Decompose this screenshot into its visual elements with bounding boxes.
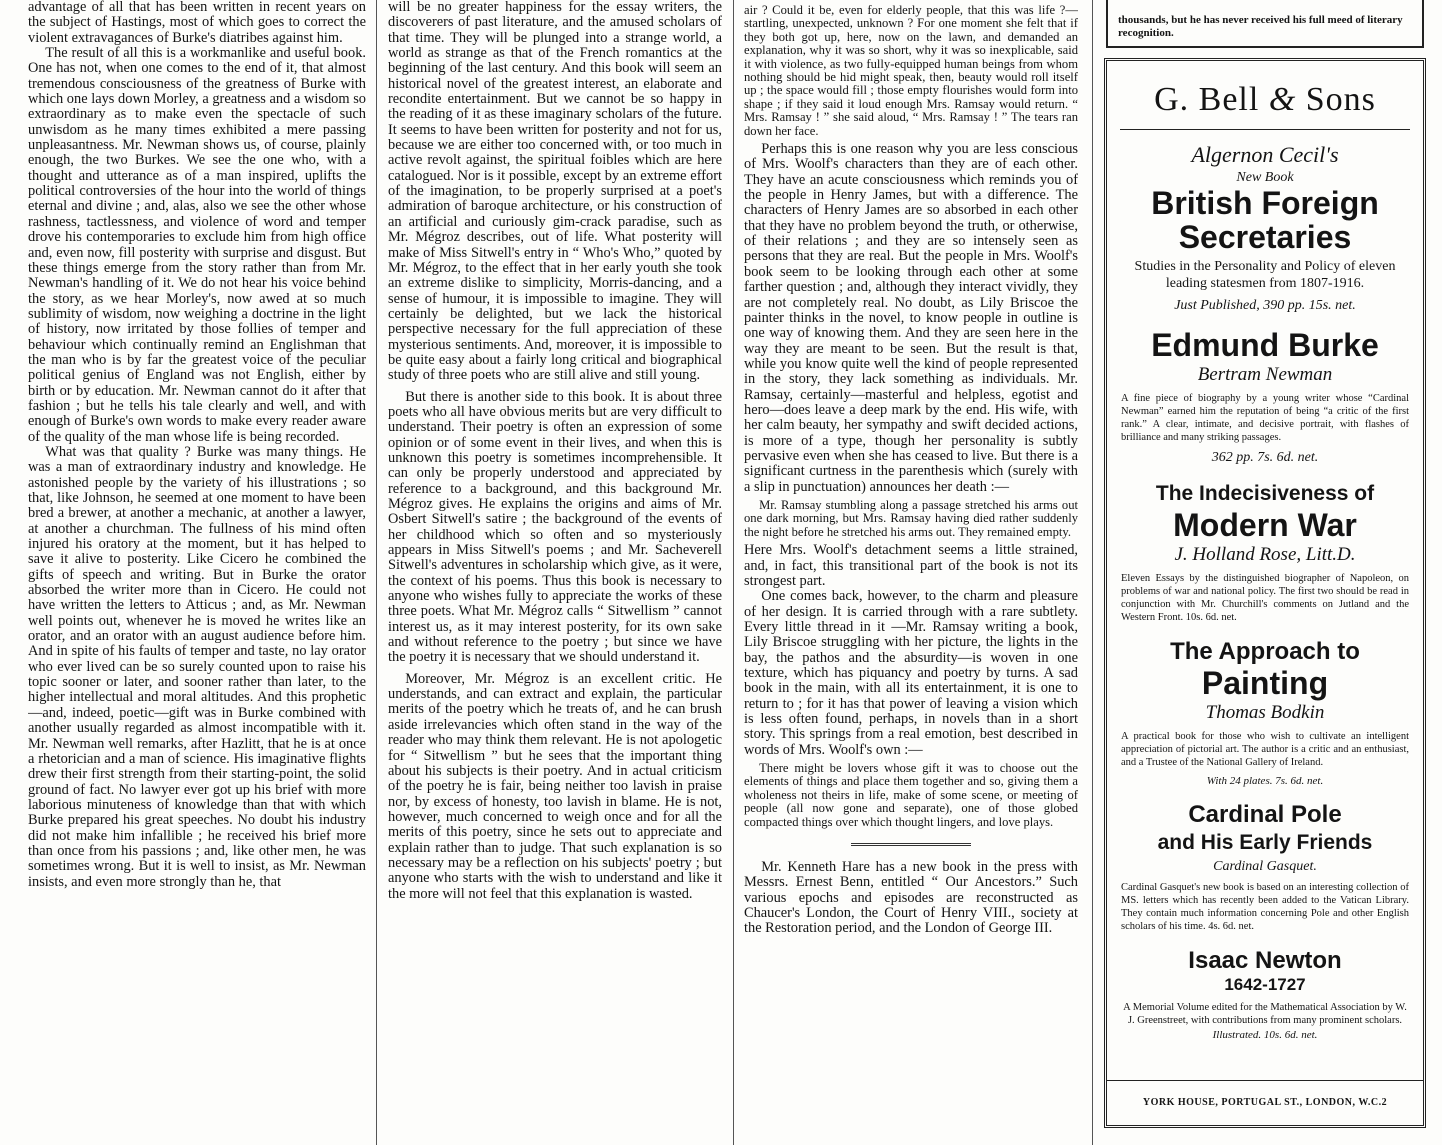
book-title: Secretaries [1178,219,1352,255]
book-author: Thomas Bodkin [1205,702,1325,723]
ad-book-british-foreign-secretaries [1107,142,1423,314]
book-title: British Foreign [1151,185,1379,221]
column-divider [733,0,734,1145]
book-author: Algernon Cecil's [1191,142,1339,167]
book-title: The Approach to [1170,638,1360,665]
book-price: With 24 plates. 7s. 6d. net. [1206,775,1324,787]
publisher-name: G. Bell & Sons [1154,81,1376,118]
book-dates: 1642-1727 [1224,975,1306,994]
article-paragraph: will be no greater happiness for the essay writers, the discoverers of past literature, and the amused scholars of that time. They will be plunged into a strange world, a world as strange as that of the French romantics at the beginning of the last century. And this book will seem an historical novel of the greatest interest, an elaborate and recondite entertainment. But we cannot be so happy in the reading of it as these imaginary scholars of the future. It seems to have been written for posterity and not for us, because we are either too concerned with, or too much in active revolt against, the spiritual foibles which are here catalogued. Nor is it possible, except by an extreme effort of the imagination, to be properly surprised at a poet's admiration of baroque architecture, or his construction of an artificial and curiously gim-crack paradise, such as Mr. Mégroz describes, out of life. What posterity will make of Miss Sitwell's entry in “ Who's Who,” quoted by Mr. Mégroz, to the effect that in her early youth she took an extreme dislike to simplicity, Morris-dancing, and a sense of humour, it is impossible to imagine. They will certainly be delighted, but we lack the historical perspective necessary for the full appreciation of these mysterious sentiments. And, moreover, it is impossible to be quite easy about a fairly long critical and biographical study of three poets who are still alive and still young. [388,0,722,384]
article-paragraph: Moreover, Mr. Mégroz is an excellent critic. He understands, and can extract and explain, the particular merits of the poetry which he treats of, and he can brush aside irrelevancies which often stand in the way of the reader who may think them relevant. He is not apologetic for “ Sitwellism ” but he sees that the important thing about his subjects is their poetry. And in actual criticism of the poetry he is fair, being neither too lavish in praise nor, by excess of honesty, too lavish in blame. He is not, however, much concerned to weigh once and for all the merits of this poetry, since he sets out to appreciate and explain rather than to judge. That such explanation is so necessary may be a reflection on his subjects' poetry ; but anyone who starts with the wish to understand and like it the more will not feel that this explanation is wasted. [388,670,722,902]
article-paragraph: But there is another side to this book. It is about three poets who all have obvious merits but are very difficult to understand. Their poetry is often an expression of some opinion or of some event in their lives, and when this is unknown this poetry is sometimes incomprehensible. It can only be properly understood and appreciated by reference to a background, and this background Mr. Mégroz gives. He explains the origins and aims of Mr. Osbert Sitwell's satire ; the background of the events of her childhood which so often and so mysteriously appears in Miss Sitwell's poems ; and Mr. Sacheverell Sitwell's adventures in scholarship which give, as it were, the context of his poems. Thus this book is necessary to anyone who wishes fully to appreciate the works of these three poets. What Mr. Mégroz calls “ Sitwellism ” cannot interest us, as it may interest posterity, for its own sake and without reference to the poetry ; but since we have the poetry it is necessary that we should understand it. [388,388,722,666]
section-rule [851,843,971,846]
ad-book-edmund-burke [1107,328,1423,466]
article-column-3 [744,0,1078,1145]
book-title: Isaac Newton [1188,947,1342,974]
book-title: Cardinal Pole [1188,801,1342,828]
book-price: Just Published, 390 pp. 15s. net. [1174,298,1356,313]
publisher-address: YORK HOUSE, PORTUGAL ST., LONDON, W.C.2 [1107,1080,1423,1125]
book-title: Painting [1201,665,1329,701]
ad-book-cardinal-pole [1107,801,1423,933]
block-quote: air ? Could it be, even for elderly people, that this was life ?—startling, unexpected, unknown ? For one moment she felt that if they both got up, here, now on the lawn, and demanded an explanation, why it was so short, why it was so inexplicable, said it with violence, as two fully-equipped human beings from whom nothing should be hid might speak, then, beauty would roll itself up ; the space would fill ; those empty flourishes would form into shape ; if they said it loud enough Mrs. Ramsay would return. “ Mrs. Ramsay ! ” she said aloud, “ Mrs. Ramsay ! ” The tears ran down her face. [744,3,1078,138]
article-paragraph: Perhaps this is one reason why you are less conscious of Mrs. Woolf's characters than they are of each other. They have an acute consciousness which reminds you of the people in Henry James, but with a difference. The characters of Henry James are so absorbed in each other that they have no problem beyond the truth, or otherwise, of their relations ; and they are so intensely seen as persons that they are real. But the people in Mrs. Woolf's book seem to be looking through each other at some farther question ; and, although they interact vividly, they are not completely real. No doubt, as Lily Briscoe the painter thinks in the novel, to know people in outline is one way of knowing them. And they are seen here in the way they are meant to be seen. But the result is that, while you know quite well the kind of people represented in the story, they lack something as individuals. Mr. Ramsay, certainly—masterful and helpless, egotist and hero—does leave a deep mark by the end. His wife, with her calm beauty, her sympathy and swift decided actions, is more of a type, though her personality is subtly pervasive even when she has ceased to live. But there is a significant curtness in the parenthesis which (surely with a slip in punctuation) announces her death :— [744,141,1078,495]
ad-book-modern-war [1107,480,1423,624]
book-author: Cardinal Gasquet. [1213,859,1317,874]
column-divider [1092,0,1093,1145]
book-price: Illustrated. 10s. 6d. net. [1212,1029,1318,1041]
ad-book-approach-to-painting [1107,638,1423,787]
article-paragraph: Here Mrs. Woolf's detachment seems a little strained, and, in fact, this transitional part of the book is not its strongest part. [744,542,1078,589]
article-column-2 [388,0,722,1145]
article-paragraph: One comes back, however, to the charm and pleasure of her design. It is carried through with a rare subtlety. Every little thread in it —Mr. Ramsay writing a book, Lily Briscoe struggling with her picture, the lights in the bay, the pathos and the absurdity—is woven in one texture, which has piquancy and poetry by turns. A sad book in the main, with all its entertainment, it is one to return to ; for it has that power of leaving a vision which is less often found, perhaps, in novels than in a short story. This springs from a real emotion, best described in words of Mrs. Woolf's own :— [744,588,1078,758]
book-title: Edmund Burke [1151,327,1379,363]
book-description: A practical book for those who wish to cultivate an intelligent appreciation of pictorial art. The author is a critic and an enthusiast, and a Trustee of the National Gallery of Ireland. [1121,731,1409,768]
book-title: Modern War [1173,507,1357,543]
book-description: A fine piece of biography by a young writer whose “Cardinal Newman” earned him the reputation of being “a critic of the first rank.” A clear, intimate, and decisive portrait, with flashes of brilliance and many striking passages. [1121,393,1409,443]
article-paragraph: Mr. Kenneth Hare has a new book in the press with Messrs. Ernest Benn, entitled “ Our Ancestors.” Such various epochs and episodes are reconstructed as Chaucer's London, the Court of Henry VIII., society at the Restoration period, and the London of George III. [744,859,1078,937]
book-author: J. Holland Rose, Litt.D. [1174,544,1356,565]
book-description: Eleven Essays by the distinguished biographer of Napoleon, on problems of war and national policy. The first two should be read in conjunction with Mr. Churchill's comments on Jutland and the Western Front. 10s. 6d. net. [1121,573,1409,623]
article-paragraph: The result of all this is a workmanlike and useful book. One has not, when one comes to the end of it, that almost tremendous consciousness of the greatness of Burke with which one lays down Morley, a greatness and a wisdom so extraordinary as to make even the spectacle of such unwisdom as he many times exhibited a mere passing unpleasantness. Mr. Newman shows us, of course, plainly enough, the two Burkes. We see the one who, with a thought and utterance as of a man inspired, uplifts the political controversies of the hour into the world of things eternal and divine ; and, alas, also we see the other whose rashness, tactlessness, and violence of word and temper drove his contemporaries to exclude him from high office and, even now, fill posterity with surprise and disgust. But these things emerge from the story rather than from Mr. Newman's handling of it. We do not hear his voice behind the story, as we hear Morley's, now awed at so much sublimity of wisdom, now weighing a doctrine in the light of history, now irritated by those follies of temper and behaviour which continually remind an Englishman that the man who is by far the greatest voice of the peculiar political genius of England was not English, either by birth or by education. Mr. Newman cannot do it after that fashion ; but he tells his tale clearly and well, and with enough of Burke's own words to make every reader aware of the quality of the man whose life is being recorded. [28,45,366,445]
book-description: Studies in the Personality and Policy of eleven leading statesmen from 1807-1916. [1134,259,1396,291]
block-quote: There might be lovers whose gift it was to choose out the elements of things and place them together and so, giving them a wholeness not theirs in life, make of some scene, or meeting of people (all now gone and separate), one of those globed compacted things over which thought lingers, and love plays. [744,761,1078,829]
article-paragraph: What was that quality ? Burke was many things. He was a man of extraordinary industry and knowledge. He astonished people by the variety of his illustrations ; so that, like Johnson, he seemed at one moment to have been bred a brewer, at another a mechanic, at another a lawyer, at another a churchman. The fullness of his mind often injured his oratory at the moment, but it has helped to save it alive to posterity. Like Cicero he combined the gifts of speech and writing. But in Burke the orator absorbed the writer more than in Cicero. He could not have written the letters to Atticus ; and, as Mr. Newman well points out, whenever he is moved he writes like an orator, and an orator with an august audience before him. And in spite of his faults of temper and taste, no lay orator who ever lived can be so surely counted upon to raise his topic sooner or later, and sooner rather than later, to the higher intellectual and moral altitudes. And this prophetic—and, indeed, poetic—gift was in Burke combined with another usually regarded as almost incompatible with it. Mr. Newman well remarks, after Hazlitt, that he is at once a rhetorician and a man of science. His imaginative flights drew their first strength from their starting-point, the solid ground of fact. No lawyer ever got up his brief with more laborious minuteness of knowledge than that with which Burke prepared his great speeches. No doubt his industry did not make him infallible ; he received his brief more than once from his passions ; and, like other men, he was sometimes wrong. But it is well to insist, as Mr. Newman insists, and even more strongly than he, that [28,443,366,890]
new-book-label: New Book [1236,170,1294,185]
ad-top-snippet: thousands, but he has never received his full meed of literary recognition. [1106,0,1424,48]
article-paragraph: advantage of all that has been written in recent years on the subject of Hastings, most of which goes to correct the violent extravagances of Burke's diatribes against him. [28,0,366,46]
ad-book-isaac-newton [1107,947,1423,1041]
book-author: Bertram Newman [1197,364,1333,385]
book-description: A Memorial Volume edited for the Mathematical Association by W. J. Greenstreet, with contributions from many prominent scholars. [1123,1002,1407,1026]
book-title: The Indecisiveness of [1155,482,1375,505]
book-title: and His Early Friends [1157,831,1373,854]
publisher-advertisement [1104,58,1426,1128]
block-quote: Mr. Ramsay stumbling along a passage stretched his arms out one dark morning, but Mrs. Ramsay having died rather suddenly the night before he stretched his arms out. They remained empty. [744,497,1078,539]
column-divider [376,0,377,1145]
book-description: Cardinal Gasquet's new book is based on an interesting collection of MS. letters which has recently been added to the Vatican Library. They contain much information concerning Pole and other English scholars of his time. 4s. 6d. net. [1121,882,1409,932]
article-column-1 [28,0,366,1145]
book-price: 362 pp. 7s. 6d. net. [1211,450,1319,465]
